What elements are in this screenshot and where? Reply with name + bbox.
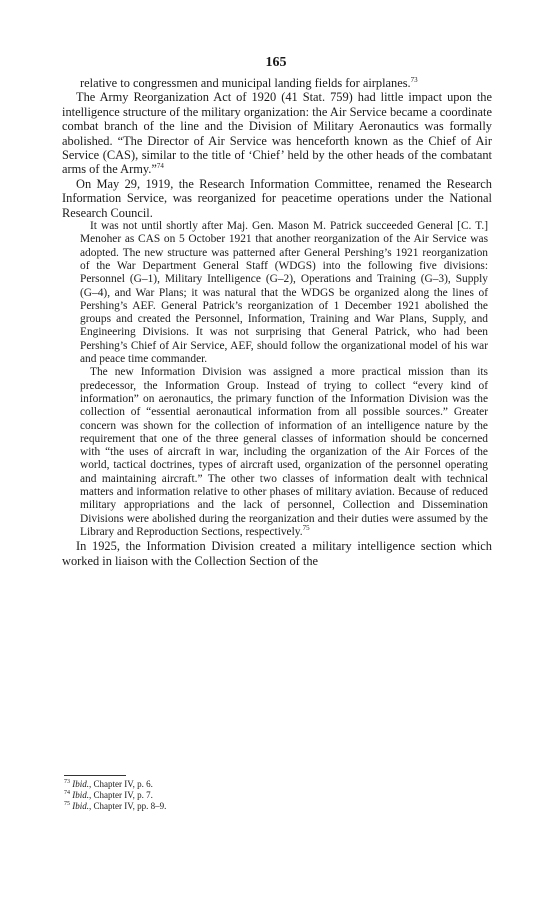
paragraph-text: relative to congressmen and municipal landing fields for airplanes. bbox=[80, 76, 411, 90]
footnotes bbox=[64, 779, 364, 812]
footnote-reference: 73 bbox=[410, 75, 418, 84]
footnote-number: 75 bbox=[64, 801, 70, 807]
footnote-text: , Chapter IV, p. 7. bbox=[89, 790, 153, 800]
paragraph: In 1925, the Information Division created a military intelligence section which worked in liaison with the Collection Section of the bbox=[62, 539, 492, 568]
quote-paragraph: It was not until shortly after Maj. Gen. Mason M. Patrick succeeded General [C. T.] Menoher as CAS on 5 October 1921 that another reorganization of the Air Service was adopted. The new structure was patterned after General Pershing’s 1921 reorganization of the War Department General Staff (WDGS) into the following five divisions: Personnel (G–1), Military Intelligence (G–2), Operations and Training (G–3), Supply (G–4), and War Plans; it was natural that the WDGS be organized along the lines of Pershing’s AEF. General Patrick’s reorganization of 1 December 1921 abolished the groups and created the Personnel, Information, Training and War Plans, Supply, and Engineering Divisions. It was not surprising that General Patrick, who had been Pershing’s Chief of Air Service, AEF, should follow the organizational model of his war and peace time commander. bbox=[80, 220, 488, 366]
footnote bbox=[64, 801, 364, 812]
footnote-source: Ibid. bbox=[72, 801, 89, 811]
page-number: 165 bbox=[265, 55, 287, 70]
footnote-source: Ibid. bbox=[72, 779, 89, 789]
footnote-divider bbox=[64, 775, 126, 776]
footnote-source: Ibid. bbox=[72, 790, 89, 800]
footnote-number: 74 bbox=[64, 790, 70, 796]
footnote-text: , Chapter IV, p. 6. bbox=[89, 779, 153, 789]
paragraph-continued bbox=[62, 76, 492, 90]
body-text bbox=[62, 76, 492, 568]
block-quote bbox=[80, 220, 488, 539]
paragraph bbox=[62, 90, 492, 176]
paragraph-text: The new Information Division was assigned a more practical mission than its predecessor, the Information Group. Instead of trying to collect “every kind of information” on aeronautics, the primary function of the Information Division was the collection of “essential aeronautical information from all possible sources.” Greater concern was shown for the collection of information of an intelligence nature by the requirement that one of the three general classes of information should be concerned with “the uses of aircraft in war, including the organization of the Air Forces of the world, tactical doctrines, types of aircraft used, organization of the personnel operating and maintaining aircraft.” The other two classes of information dealt with technical matters and information relative to other phases of military aviation. Because of reduced military appropriations and the lack of personnel, Collection and Dissemination Divisions were abolished during the reorganization and their duties were assumed by the Library and Reproduction Sections, respectively. bbox=[80, 366, 488, 538]
footnote bbox=[64, 790, 364, 801]
quote-paragraph bbox=[80, 366, 488, 539]
footnote-reference: 75 bbox=[302, 524, 310, 533]
paragraph-text: The Army Reorganization Act of 1920 (41 Stat. 759) had little impact upon the intelligence structure of the military organization: the Air Service became a coordinate combat branch of the line and the Division of Military Aeronautics was formally abolished. “The Director of Air Service was henceforth known as the Chief of Air Service (CAS), similar to the title of ‘Chief’ held by the other heads of the combatant arms of the Army.” bbox=[62, 90, 492, 177]
paragraph: On May 29, 1919, the Research Information Committee, renamed the Research Information Service, was reorganized for peacetime operations under the National Research Council. bbox=[62, 176, 492, 220]
footnote-number: 73 bbox=[64, 779, 70, 785]
footnote-reference: 74 bbox=[156, 162, 164, 171]
footnote-text: , Chapter IV, pp. 8–9. bbox=[89, 801, 167, 811]
footnote bbox=[64, 779, 364, 790]
